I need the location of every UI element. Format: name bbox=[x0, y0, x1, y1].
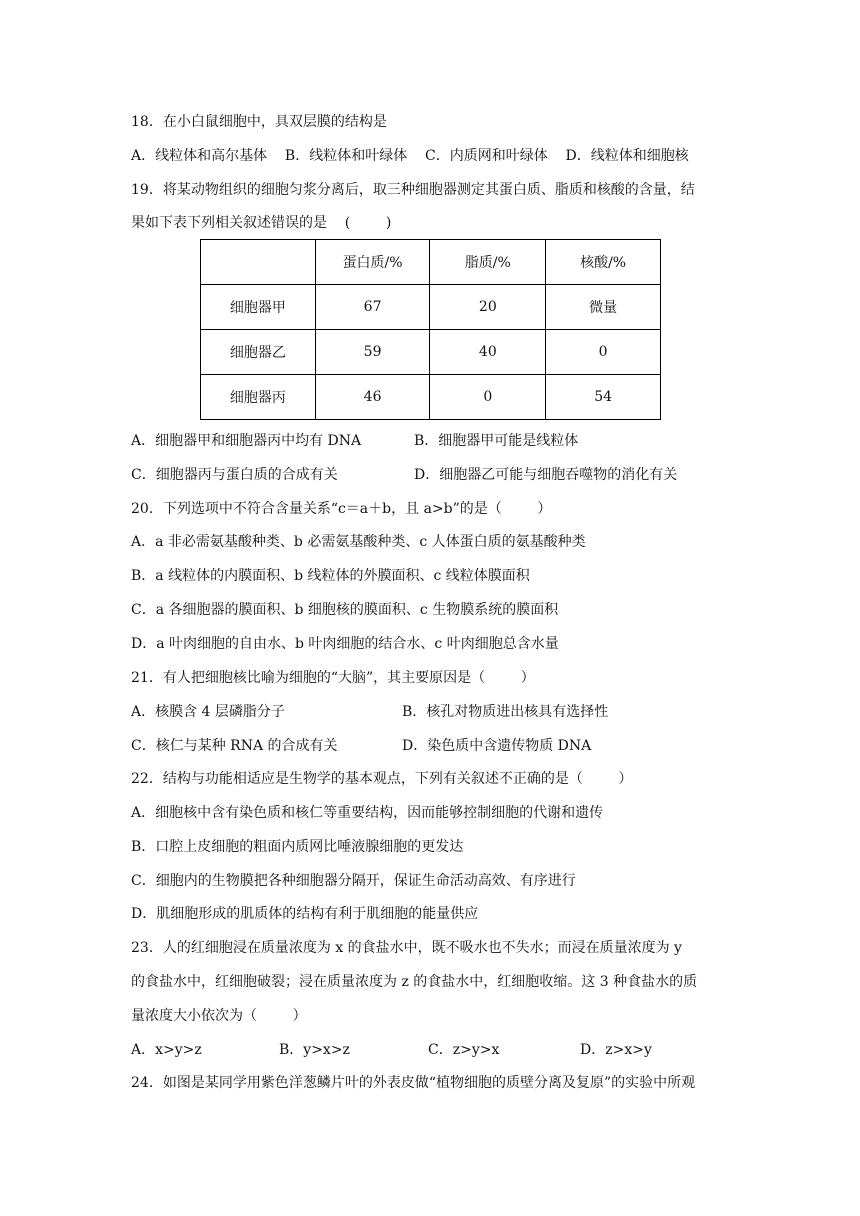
table-cell: 20 bbox=[430, 285, 546, 330]
table-cell: 40 bbox=[430, 330, 546, 375]
q20-option-c: C．a 各细胞器的膜面积、b 细胞核的膜面积、c 生物膜系统的膜面积 bbox=[131, 602, 559, 618]
q20-option-b: B．a 线粒体的内膜面积、b 线粒体的外膜面积、c 线粒体膜面积 bbox=[131, 568, 530, 584]
q23-option-d: D．z>x>y bbox=[580, 1042, 652, 1058]
q22-option-c: C．细胞内的生物膜把各种细胞器分隔开，保证生命活动高效、有序进行 bbox=[131, 873, 576, 889]
table-cell: 细胞器乙 bbox=[201, 330, 316, 375]
table-header-row bbox=[201, 240, 661, 285]
q18-options: A．线粒体和高尔基体 B．线粒体和叶绿体 C．内质网和叶绿体 D．线粒体和细胞核 bbox=[131, 148, 689, 164]
table-row bbox=[201, 330, 661, 375]
q23-stem-line2: 的食盐水中，红细胞破裂；浸在质量浓度为 z 的食盐水中，红细胞收缩。这 3 种食盐水的质 bbox=[131, 974, 698, 990]
table-header-cell bbox=[201, 240, 316, 285]
table-cell: 细胞器丙 bbox=[201, 375, 316, 420]
table-cell: 67 bbox=[315, 285, 430, 330]
q18-stem: 18．在小白鼠细胞中，具双层膜的结构是 bbox=[131, 114, 387, 130]
q22-option-a: A．细胞核中含有染色质和核仁等重要结构，因而能够控制细胞的代谢和遗传 bbox=[131, 805, 604, 821]
table-cell: 54 bbox=[546, 375, 661, 420]
q22-option-d: D．肌细胞形成的肌质体的结构有利于肌细胞的能量供应 bbox=[131, 906, 479, 922]
q20-option-a: A．a 非必需氨基酸种类、b 必需氨基酸种类、c 人体蛋白质的氨基酸种类 bbox=[131, 534, 586, 550]
q21-option-c: C．核仁与某种 RNA 的合成有关 bbox=[131, 738, 338, 754]
q19-option-d: D．细胞器乙可能与细胞吞噬物的消化有关 bbox=[414, 467, 678, 483]
q21-option-a: A．核膜含 4 层磷脂分子 bbox=[131, 704, 285, 720]
table-row bbox=[201, 285, 661, 330]
table-row bbox=[201, 375, 661, 420]
q23-stem-line3: 量浓度大小依次为（ ） bbox=[131, 1008, 307, 1024]
q22-stem: 22．结构与功能相适应是生物学的基本观点，下列有关叙述不正确的是（ ） bbox=[131, 771, 633, 787]
organelle-composition-table bbox=[200, 239, 661, 420]
table-cell: 0 bbox=[546, 330, 661, 375]
q20-stem: 20．下列选项中不符合含量关系“c＝a＋b，且 a>b”的是（ ） bbox=[131, 501, 552, 517]
table-header-cell: 核酸/% bbox=[546, 240, 661, 285]
q19-option-a: A．细胞器甲和细胞器丙中均有 DNA bbox=[131, 433, 362, 449]
table-header-cell: 蛋白质/% bbox=[315, 240, 430, 285]
q19-stem-line2: 果如下表下列相关叙述错误的是 ( ) bbox=[131, 215, 392, 231]
q21-stem: 21．有人把细胞核比喻为细胞的“大脑”，其主要原因是（ ） bbox=[131, 670, 535, 686]
table-cell: 59 bbox=[315, 330, 430, 375]
table-cell: 0 bbox=[430, 375, 546, 420]
q19-option-c: C．细胞器丙与蛋白质的合成有关 bbox=[131, 467, 338, 483]
q23-stem-line1: 23．人的红细胞浸在质量浓度为 x 的食盐水中，既不吸水也不失水；而浸在质量浓度为 y bbox=[131, 940, 682, 956]
table-cell: 46 bbox=[315, 375, 430, 420]
q23-option-b: B．y>x>z bbox=[279, 1042, 350, 1058]
q24-stem-line1: 24．如图是某同学用紫色洋葱鳞片叶的外表皮做“植物细胞的质壁分离及复原”的实验中所观 bbox=[131, 1075, 696, 1091]
q19-option-b: B．细胞器甲可能是线粒体 bbox=[414, 433, 579, 449]
q22-option-b: B．口腔上皮细胞的粗面内质网比唾液腺细胞的更发达 bbox=[131, 839, 464, 855]
table-cell: 微量 bbox=[546, 285, 661, 330]
q21-option-d: D．染色质中含遗传物质 DNA bbox=[402, 738, 592, 754]
table-cell: 细胞器甲 bbox=[201, 285, 316, 330]
q21-option-b: B．核孔对物质进出核具有选择性 bbox=[402, 704, 609, 720]
q23-option-c: C．z>y>x bbox=[428, 1042, 500, 1058]
table-header-cell: 脂质/% bbox=[430, 240, 546, 285]
q20-option-d: D．a 叶肉细胞的自由水、b 叶肉细胞的结合水、c 叶肉细胞总含水量 bbox=[131, 636, 559, 652]
q23-option-a: A．x>y>z bbox=[131, 1042, 202, 1058]
q19-stem-line1: 19．将某动物组织的细胞匀浆分离后，取三种细胞器测定其蛋白质、脂质和核酸的含量，结 bbox=[131, 182, 695, 198]
